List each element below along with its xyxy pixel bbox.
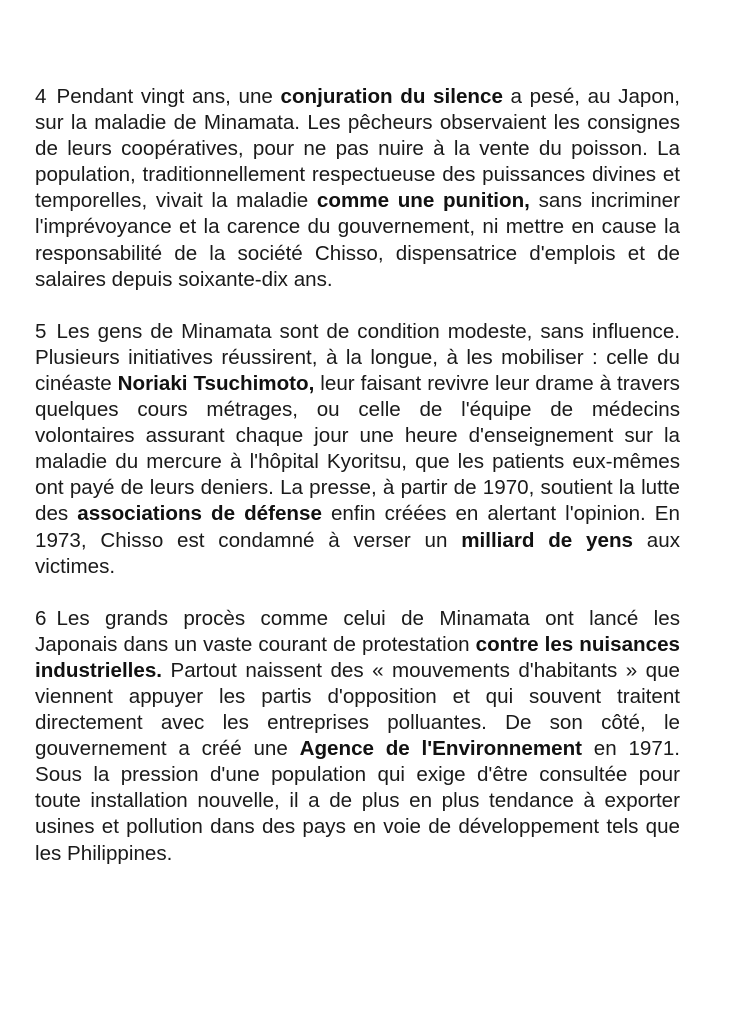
- text-segment: sans incriminer l'imprévoyance et la carence du gouvernement, ni mettre en cause la responsabilité de la société Chisso, dispensatrice d'emplois et de salaires depuis soixante-dix ans.: [35, 189, 680, 291]
- text-segment: Partout naissent des « mouvements d'habitants » que viennent appuyer les partis d'opposition et qui souvent traitent directement avec les entreprises polluantes. De son côté, le gouvernement a créé une: [35, 658, 680, 761]
- document-page: [35, 84, 680, 893]
- paragraph-4: [35, 84, 680, 293]
- paragraph-number: 4: [35, 85, 47, 108]
- text-segment: aux victimes.: [35, 528, 680, 578]
- text-segment: en 1971. Sous la pression d'une population qui exige d'être consultée pour toute installation nouvelle, il a de plus en plus tendance à exporter usines et pollution dans des pays en voie de développement tels que les Philippines.: [35, 737, 681, 865]
- text-segment: Pendant vingt ans, une: [56, 85, 281, 108]
- text-segment: a pesé, au Japon, sur la maladie de Minamata. Les pêcheurs observaient les consignes de leurs coopératives, pour ne pas nuire à la vente du poisson. La population, traditionnellement respectueuse des puissances divines et temporelles, vivait la maladie: [35, 85, 680, 213]
- bold-term: Noriaki Tsuchimoto,: [117, 371, 315, 395]
- paragraph-6: [35, 606, 680, 867]
- bold-term: conjuration du silence: [280, 85, 503, 108]
- bold-term: associations de défense: [77, 502, 322, 526]
- bold-term: comme une punition,: [316, 189, 530, 213]
- paragraph-number: 5: [35, 319, 47, 343]
- text-segment: Les grands procès comme celui de Minamata ont lancé les Japonais dans un vaste courant de protestation: [35, 606, 680, 656]
- paragraph-5: [35, 319, 680, 580]
- text-segment: Les gens de Minamata sont de condition modeste, sans influence. Plusieurs initiatives réussirent, à la longue, à les mobiliser : celle du cinéaste: [35, 319, 680, 395]
- text-segment: enfin créées en alertant l'opinion. En 1973, Chisso est condamné à verser un: [35, 502, 680, 552]
- bold-term: Agence de l'Environnement: [299, 737, 583, 761]
- text-segment: leur faisant revivre leur drame à travers quelques cours métrages, ou celle de l'équipe de médecins volontaires assurant chaque jour une heure d'enseignement sur la maladie du mercure à l'hôpital Kyoritsu, que les patients eux-mêmes ont payé de leurs deniers. La presse, à partir de 1970, soutient la lutte des: [35, 371, 680, 526]
- bold-term: contre les nuisances industrielles.: [35, 632, 680, 682]
- bold-term: milliard de yens: [461, 528, 633, 552]
- paragraph-number: 6: [35, 606, 47, 630]
